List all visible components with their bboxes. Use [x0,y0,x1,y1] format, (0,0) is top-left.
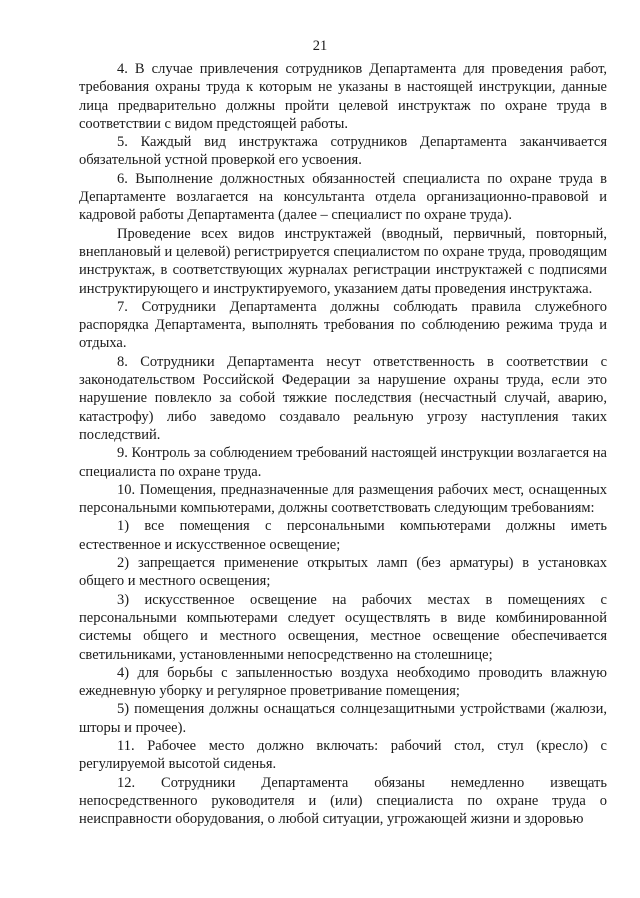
paragraph-item-9: 9. Контроль за соблюдением требований настоящей инструкции возлагается на специалиста по охране труда. [79,445,607,480]
subitem-3: 3) искусственное освещение на рабочих местах в помещениях с персональными компьютерами следует осуществлять в виде комбинированной системы общего и местного освещения, местное освещение обеспечивается светильниками, установленными непосредственно на столешнице; [79,591,607,663]
paragraph-instruction-registration: Проведение всех видов инструктажей (вводный, первичный, повторный, внеплановый и целевой) регистрируется специалистом по охране труда, проводящим инструктаж, в соответствующих журналах регистрации инструктажей с подписями инструктирующего и инструктируемого, указанием даты проведения инструктажа. [79,225,607,297]
document-body [79,60,607,828]
paragraph-item-5: 5. Каждый вид инструктажа сотрудников Департамента заканчивается обязательной устной проверкой его усвоения. [79,134,607,169]
paragraph-item-8: 8. Сотрудники Департамента несут ответственность в соответствии с законодательством Российской Федерации за нарушение охраны труда, если это нарушение повлекло за собой тяжкие последствия (несчастный случай, аварию, катастрофу) либо заведомо создавало реальную угрозу наступления таких последствий. [79,353,607,443]
page-number: 21 [312,38,328,54]
paragraph-item-6: 6. Выполнение должностных обязанностей специалиста по охране труда в Департаменте возлагается на консультанта отдела организационно-правовой и кадровой работы Департамента (далее – специалист по охране труда). [79,170,607,224]
paragraph-item-12: 12. Сотрудники Департамента обязаны немедленно извещать непосредственного руководителя и (или) специалиста по охране труда о неисправности оборудования, о любой ситуации, угрожающей жизни и здоровью [79,774,607,828]
paragraph-item-7: 7. Сотрудники Департамента должны соблюдать правила служебного распорядка Департамента, выполнять требования по соблюдению режима труда и отдыха. [79,298,607,352]
paragraph-item-11: 11. Рабочее место должно включать: рабочий стол, стул (кресло) с регулируемой высотой сиденья. [79,737,607,773]
subitem-1: 1) все помещения с персональными компьютерами должны иметь естественное и искусственное освещение; [79,518,607,553]
subitem-5: 5) помещения должны оснащаться солнцезащитными устройствами (жалюзи, шторы и прочее). [79,701,607,736]
paragraph-item-10: 10. Помещения, предназначенные для размещения рабочих мест, оснащенных персональными компьютерами, должны соответствовать следующим требованиям: [79,481,607,517]
subitem-4: 4) для борьбы с запыленностью воздуха необходимо проводить влажную ежедневную уборку и регулярное проветривание помещения; [79,664,607,700]
paragraph-item-4: 4. В случае привлечения сотрудников Департамента для проведения работ, требования охраны труда к которым не указаны в настоящей инструкции, данные лица предварительно должны пройти целевой инструктаж по охране труда в соответствии с видом предстоящей работы. [79,61,607,132]
subitem-2: 2) запрещается применение открытых ламп (без арматуры) в установках общего и местного освещения; [79,555,607,590]
